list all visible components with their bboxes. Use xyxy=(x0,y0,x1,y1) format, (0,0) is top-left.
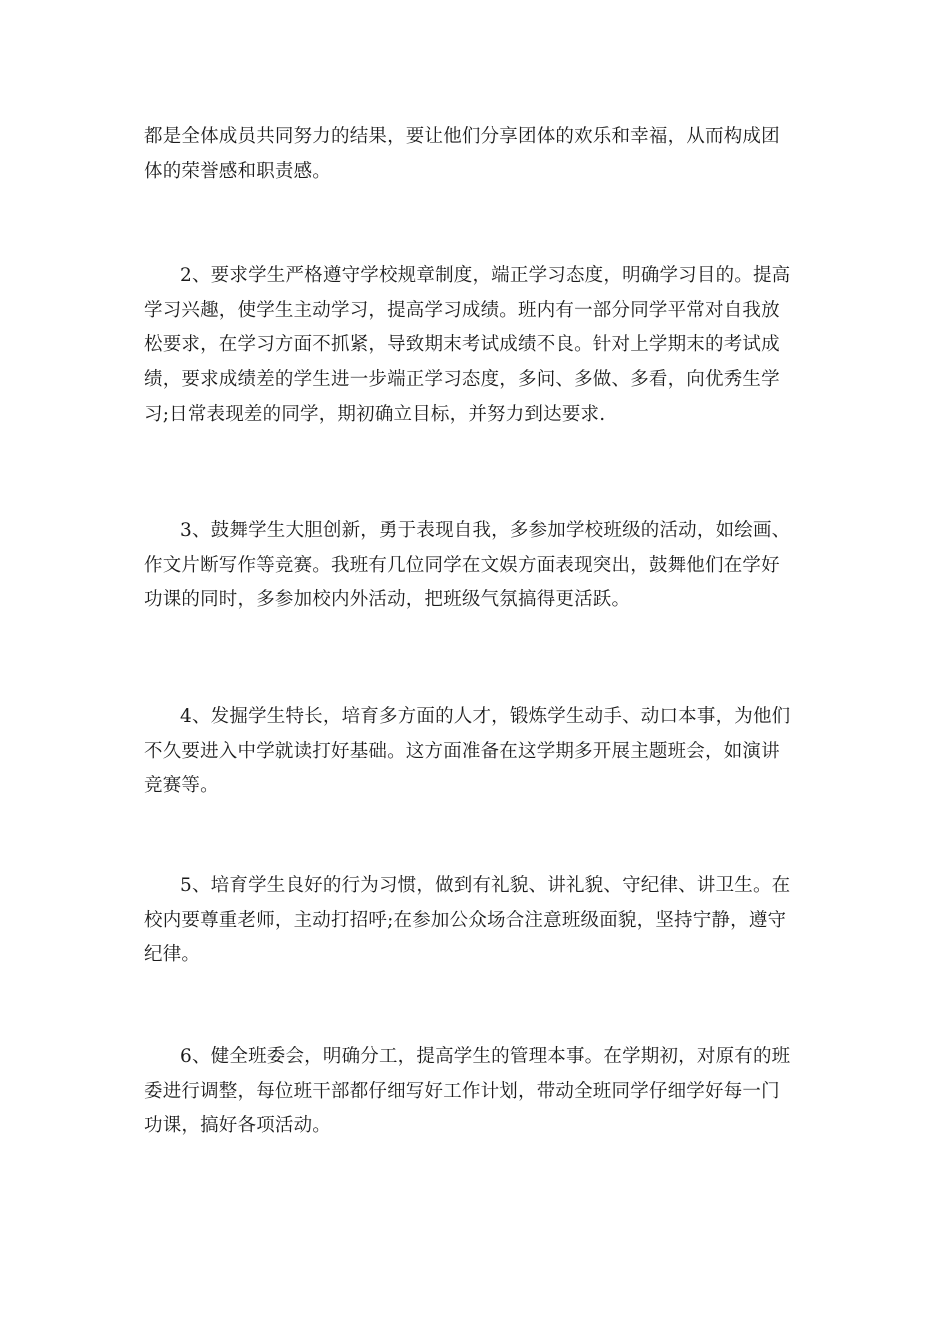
paragraph-line: 4、发掘学生特长，培育多方面的人才，锻炼学生动手、动口本事，为他们 xyxy=(180,706,791,727)
paragraph-line: 松要求，在学习方面不抓紧，导致期末考试成绩不良。针对上学期末的考试成 xyxy=(144,334,780,356)
paragraph-line: 功课，搞好各项活动。 xyxy=(144,1115,332,1137)
paragraph-line: 纪律。 xyxy=(144,944,201,966)
paragraph-item-5 xyxy=(144,869,814,973)
paragraph-line: 竞赛等。 xyxy=(144,775,219,797)
paragraph-item-3 xyxy=(144,514,814,618)
paragraph-continuation xyxy=(144,120,814,189)
paragraph-line: 2、要求学生严格遵守学校规章制度，端正学习态度，明确学习目的。提高 xyxy=(180,265,791,286)
paragraph-line: 5、培育学生良好的行为习惯，做到有礼貌、讲礼貌、守纪律、讲卫生。在 xyxy=(180,875,791,896)
paragraph-line: 功课的同时，多参加校内外活动，把班级气氛搞得更活跃。 xyxy=(144,589,631,611)
paragraph-line: 3、鼓舞学生大胆创新，勇于表现自我，多参加学校班级的活动，如绘画、 xyxy=(180,520,791,541)
paragraph-item-2 xyxy=(144,259,814,433)
paragraph-line: 习;日常表现差的同学，期初确立目标，并努力到达要求. xyxy=(144,403,606,425)
paragraph-line: 委进行调整，每位班干部都仔细写好工作计划，带动全班同学仔细学好每一门 xyxy=(144,1080,780,1102)
paragraph-item-4 xyxy=(144,700,814,804)
paragraph-line: 绩，要求成绩差的学生进一步端正学习态度，多问、多做、多看，向优秀生学 xyxy=(144,369,780,391)
paragraph-line: 作文片断写作等竞赛。我班有几位同学在文娱方面表现突出，鼓舞他们在学好 xyxy=(144,554,780,576)
paragraph-line: 不久要进入中学就读打好基础。这方面准备在这学期多开展主题班会，如演讲 xyxy=(144,740,780,762)
paragraph-item-6 xyxy=(144,1040,814,1144)
paragraph-line: 学习兴趣，使学生主动学习，提高学习成绩。班内有一部分同学平常对自我放 xyxy=(144,299,780,321)
paragraph-line: 都是全体成员共同努力的结果，要让他们分享团体的欢乐和幸福，从而构成团 xyxy=(144,126,780,147)
paragraph-line: 6、健全班委会，明确分工，提高学生的管理本事。在学期初，对原有的班 xyxy=(180,1046,791,1067)
paragraph-line: 体的荣誉感和职责感。 xyxy=(144,160,332,182)
paragraph-line: 校内要尊重老师，主动打招呼;在参加公众场合注意班级面貌，坚持宁静，遵守 xyxy=(144,909,787,931)
